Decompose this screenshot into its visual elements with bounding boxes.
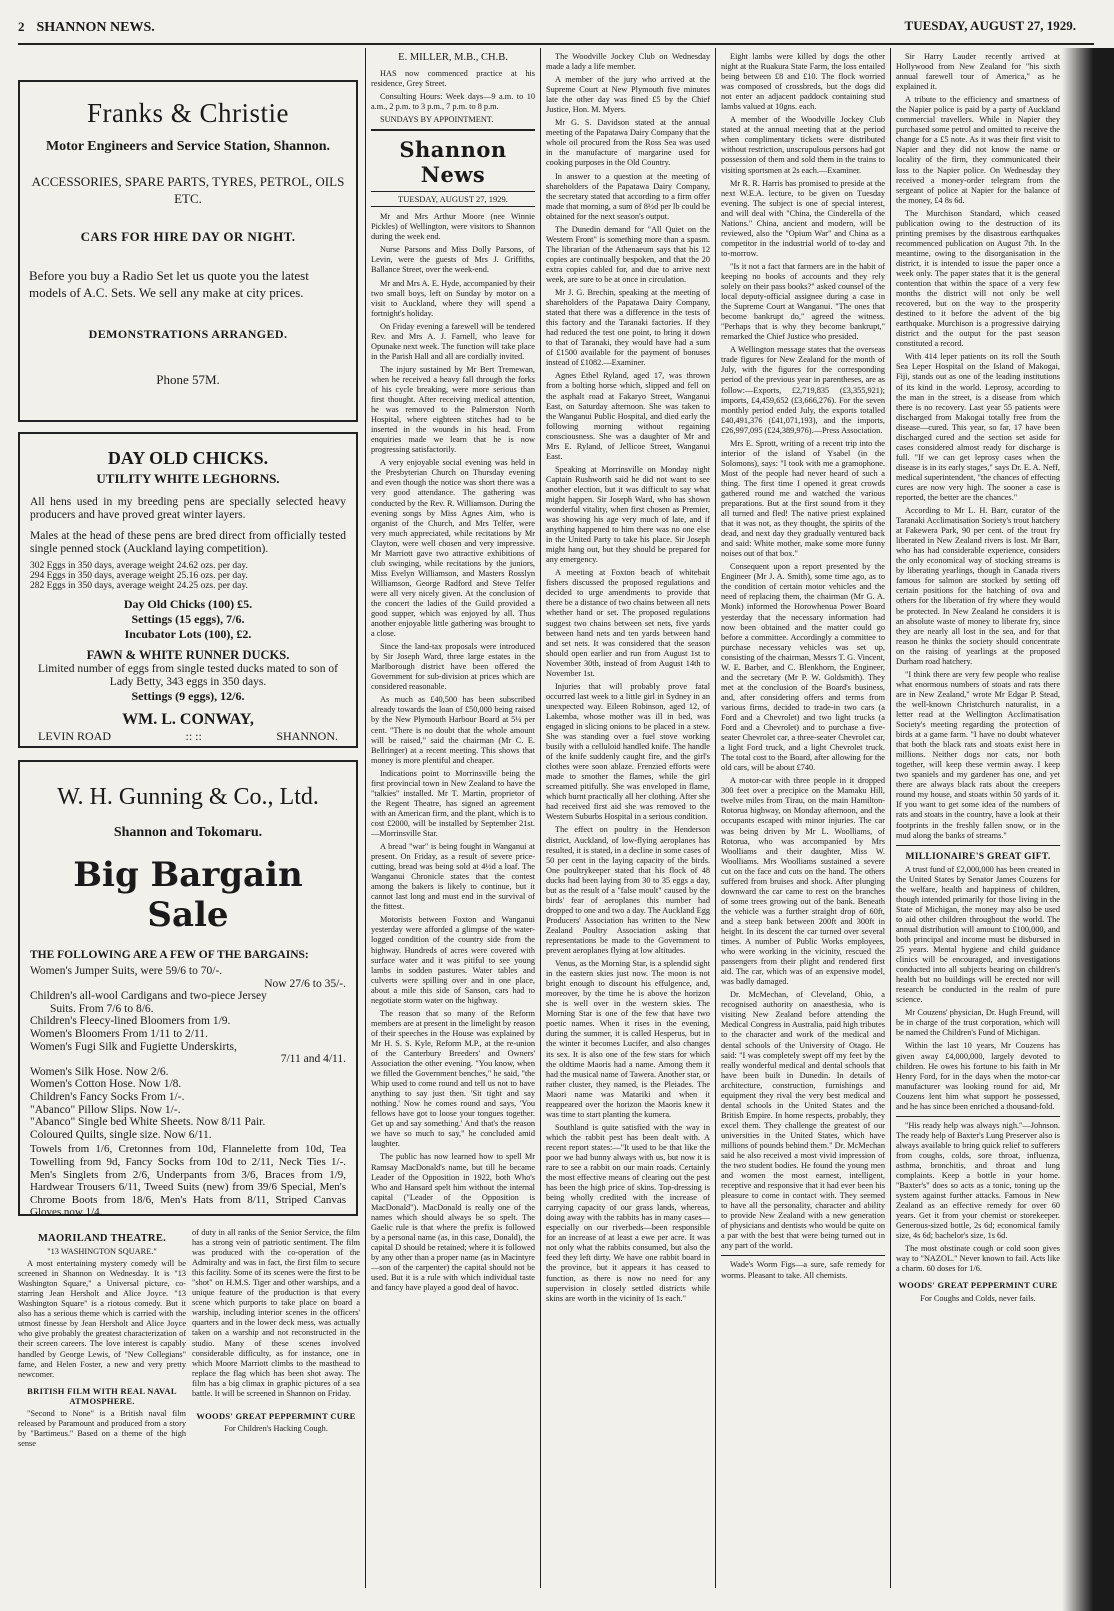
woods-ad-tagline: For Children's Hacking Cough. [224,1423,328,1433]
article-paragraph: A member of the Woodville Jockey Club stated at the annual meeting that at the period when complimentary tickets were distributed without restriction, unscrupulous persons had got possession of them and sold them in the trains to visiting sportsmen at 2s each.—Examiner. [721,115,885,175]
article-paragraph: According to Mr L. H. Barr, curator of the Taranaki Acclimatisation Society's trout hatchery at Fakewera Park, 90 per cent. of the trout fry liberated in New Zealand rivers is lost. Mr Barr, who has had considerable experience, considers the only economical way of stocking streams is by liberating yearlings, though in Canada rivers famous for salmon are stocked by setting off certain positions for the hatching of ova and others for the liberation of fry where they would be protected. In New Zealand he considers it is an absolute waste of money to liberate fry, since they are nearly all lost in the sea, and for that reason he thinks the society should concentrate on the raising of yearlings at the proposed Durham road hatchery. [896,506,1060,666]
ad-phone: Phone 57M. [156,372,220,387]
article-paragraph: Mr R. R. Harris has promised to preside at the next W.E.A. lecture, to be given on Tuesday evening. The subject is one of special interest, and will deal with "China, the Cinderella of the Nations." China, ancient and modern, will be reviewed, also the "Opium War" and China as a competitor in the industrial world of to-day and to-morrow. [721,178,885,258]
column-rule [365,48,366,1588]
bargain-item: Children's all-wool Cardigans and two-piece Jersey [30,990,267,1003]
bargain-item: Now 27/6 to 35/-. [264,977,346,990]
ad-title: DAY OLD CHICKS. [107,448,269,468]
article-paragraph: As much as £40,500 has been subscribed already towards the loan of £50,000 being raised by the New Plymouth Harbour Board at 5¼ per cent. "There is no doubt that the whole amount will be raised," said the chairman (Mr C. E. Bellringer) at a recent meeting. This shows that money is more plentiful and cheaper. [371,695,535,765]
bargain-item: "Abanco" Single bed White Sheets. Now 8/11 Pair. [30,1116,266,1129]
paper-name: SHANNON NEWS. [36,20,155,35]
address-road: LEVIN ROAD [38,729,111,743]
article-paragraph: Mr and Mrs Arthur Moore (nee Winnie Pickles) of Wellington, were visitors to Shannon during the week end. [371,212,535,242]
bargain-item: Suits. From 7/6 to 8/6. [50,1002,154,1015]
woods-ad-tagline: For Coughs and Colds, never fails. [920,1293,1036,1303]
article-paragraph: Indications point to Morrinsville being the first provincial town in New Zealand to have the "talkies" installed. Mr T. Martin, proprietor of the Regent Theatre, has signed an agreement with an American firm, and the plant, which is to cost £2000, will be installed by September 21st.—Morrinsville Star. [371,768,535,838]
ad-gunning [18,760,358,1219]
article-paragraph: of duty in all ranks of the Senior Service, the film has a strong vein of patriotic sentiment. The film was produced with the co-operation of the Admiralty and was in fact, the first film to secure this facility. Some of its scenes were the first to be "shot" on H.M.S. Tiger and other warships, and a unique feature of the production is that every scene which purports to take place on board a warship, including interior scenes in the officers' quarters and in the lower deck mess, was actually taken on a warship and not reconstructed in the studio. Many of these scenes involved considerable difficulty, as for instance, one in which Moore Marriott climbs to the masthead to replace the flag which has been shot away. The film has a big climax in graphic pictures of a sea battle. It will be screened in Shannon on Friday. [192,1228,360,1398]
column-rule [890,48,891,1588]
price-line: Incubator Lots (100), £2. [124,627,252,641]
ad-following: THE FOLLOWING ARE A FEW OF THE BARGAINS: [30,949,309,961]
article-paragraph: Mr Couzens' physician, Dr. Hugh Freund, will be in charge of the trust corporation, which will be named the Children's Fund of Michigan. [896,1008,1060,1038]
price-line: Settings (15 eggs), 7/6. [131,612,245,626]
section-heading: MAORILAND THEATRE. [37,1233,167,1244]
wade-ad: Wade's Worm Figs—a sure, safe remedy for worms. Pleasant to take. All chemists. [721,1260,885,1280]
divider [371,129,535,131]
baxter-ad: "His ready help was always nigh."—Johnson. The ready help of Baxter's Lung Preserver also is always available to bring quick relief to sufferers from coughs, colds, sore throat, influenza, asthma, bronchitis, and throat and lung complaints. Keep a bottle in your home. "Baxter's" does so acts as a tonic, toning up the system against further attacks. Famous in New Zealand as an effective remedy for over 60 years. Get it from your chemist or storekeeper. Generous-sized bottle, 2s 6d; economical family size, 4s 6d; bachelor's size, 1s 6d. [896,1120,1060,1241]
article-paragraph: Southland is quite satisfied with the way in which the rabbit pest has been dealt with. A recent report states:—"It used to be that like the poor we had bunny always with us, but now it is rare to see a rabbit on our main roads. Certainly the most effective means of clearing out the pest has been the high price of skins. Top-dressing is being wholly credited with the increase of carrying capacity of our grass lands, whereas, doing away with the rabbits has in many cases—especially on our riverbeds—been responsible for an increase of at least a ewe per acre. It was not only what the rabbits consumed, but also the feed they left dirty. We have one rabbit board in the province, but it appears it has ceased to function, as there is now no need for any supervision in closely settled districts while skins are worth in the vicinity of 1s each." [546,1122,710,1303]
article-paragraph: A very enjoyable social evening was held in the Presbyterian Church on Thursday evening and even though the notice was short there was a very good attendance. The gathering was conducted by the Rev. R. Williamson. During the evening songs by Miss Agnes Aim, who is organist of the Church, and Mrs Telfer, were very much appreciated, while recitations by Mr Clayton, were well chosen and very impressive. Mr Marriott gave two attractive exhibitions of club swinging, while recitations by the juniors, Miss Evelyn Williamson, and Masters Rosslyn Williamson, George Radford and Steve Telfer were all very nicely given. At the conclusion of the concert the ladies of the Guild provided a good supper, which was enjoyed by all. Thus another enjoyable little gathering was brought to a close. [371,458,535,639]
page-edge-shadow [1062,48,1114,1611]
article-paragraph: Mr J. G. Brechin, speaking at the meeting of shareholders of the Papatawa Dairy Company, stated that there was a difference in the tests of this factory and the Taranaki factories. If they had reduced the test one point, to bring it down to that of Taranaki, they would have had a sum of £1500 available for the payment of bonuses instead of £1082.—Examiner. [546,288,710,368]
article-paragraph: Since the land-tax proposals were introduced by Sir Joseph Ward, three large estates in the Marlborough district have been offered the Government for sub-division at prices which are considered reasonable. [371,642,535,692]
column-5 [721,52,885,1598]
masthead-rule [18,43,1094,45]
section-heading: MILLIONAIRE'S GREAT GIFT. [905,851,1051,862]
bargain-item: Children's Fleecy-lined Bloomers from 1/9. [30,1015,231,1028]
article-paragraph: Sir Harry Lauder recently arrived at Hollywood from New Zealand for "his sixth annual farewell tour of America," as he explained it. [896,52,1060,92]
article-paragraph: In answer to a question at the meeting of shareholders of the Papatawa Dairy Company, the secretary stated that according to a firm offer made that morning, a sum of 8½d per lb could be obtained for the next season's output. [546,171,710,221]
section-heading: BRITISH FILM WITH REAL NAVAL ATMOSPHERE. [27,1385,177,1406]
nameplate-title: Shannon News [399,137,507,188]
article-paragraph: Mr and Mrs A. E. Hyde, accompanied by their two small boys, left on Sunday by motor on a visit to Auckland, where they will spend a fortnight's holiday. [371,278,535,318]
section-subheading: "13 WASHINGTON SQUARE." [47,1247,157,1257]
divider [371,206,535,207]
divider [371,191,535,192]
bargain-item: Women's Bloomers From 1/11 to 2/11. [30,1027,208,1040]
article-paragraph: The Woodville Jockey Club on Wednesday made a lady a life member. [546,52,710,72]
bargain-item: Women's Cotton Hose. Now 1/8. [30,1078,182,1091]
article-paragraph: With 414 leper patients on its roll the South Sea Leper Hospital on the Island of Makogai, Fiji, stands out as one of the leading institutions of its kind in the world. Leprosy, according to the man in the street, is a disease from which there is no recovery. Last year 55 patients were discharged from Makogai totally free from the disease—cured. This year, so far, 17 have been discharged cured and the section set aside for cases considered almost ready for discharge is full. "If we can get leprosy cases when the disease is in its early stages," says Dr. E. A. Neff, medical superintendent, "the chances of effecting cures are now very high. The sooner a case is reported, the better are the chances." [896,352,1060,503]
bargain-list [30,965,346,1141]
article-paragraph: Nurse Parsons and Miss Dolly Parsons, of Levin, were the guests of Mrs J. Griffiths, Ballance Street, over the week-end. [371,245,535,275]
address-sep: :: :: [185,729,202,743]
article-paragraph: A most entertaining mystery comedy will be screened in Shannon on Wednesday. It is "13 Washington Square," a Universal picture, co-starring Jean Hersholt and Alice Joyce. "13 Washington Square" is a riotous comedy. But it also has a serious theme which is carried with the utmost finesse by Jean Hersholt and Alice Joyce who give probably the greatest characterization of their screen careers. The love interest is capably handled by George Lewis, of "New Collegians" fame, and Helen Foster, a new and very pretty newcomer. [18,1259,186,1379]
egg-record: 282 Eggs in 350 days, average weight 24.25 ozs. per day. [30,581,248,591]
ad-subtitle: UTILITY WHITE LEGHORNS. [96,471,280,486]
woods-ad-title: WOODS' GREAT PEPPERMINT CURE [898,1280,1058,1291]
address-town: SHANNON. [276,729,338,743]
miller-text: HAS now commenced practice at his residence, Grey Street. [371,69,535,89]
ad-day-old-chicks [18,432,358,748]
ad-accessories: ACCESSORIES, SPARE PARTS, TYRES, PETROL, OILS ETC. [31,174,345,206]
ad-fawn-heading: FAWN & WHITE RUNNER DUCKS. [86,648,290,662]
article-paragraph: "I think there are very few people who realise what enormous numbers of stoats and rats there are in New Zealand," wrote Mr Edgar P. Stead, the well-known Christchurch naturalist, in a letter read at the Wellington Acclimatisation Society's meeting regarding the protection of birds at a game farm. "I have no doubt whatever that both the black rats and stoats exist here in millions. Neither dogs nor cats, nor both together, will keep these vermin away. I keep two spaniels and my gardener has one, and yet there are always black rats about the creepers round my house, and stoats within 50 yards of it. If you want to get some idea of the numbers of rats and stoats in the country, have a look at their footprints in the freshly fallen snow, or in the mud along the banks of streams." [896,669,1060,840]
column-rule [540,48,541,1588]
article-paragraph: Agnes Ethel Ryland, aged 17, was thrown from a bolting horse which, slipped and fell on the asphalt road at Fakaryo Street, Wanganui East, on Saturday afternoon. She was taken to the Wanganui Public Hospital, and died early the following morning without regaining consciousness. She was a daughter of Mr and Mrs E. Ryland, of Jellicoe Street, Wanganui East. [546,371,710,461]
ad-paragraph: Males at the head of these pens are bred direct from officially tested single penned stock (Auckland laying competition). [30,530,346,555]
article-paragraph: Dr. McMechan, of Cleveland, Ohio, a recognised authority on anaesthesia, who is visiting New Zealand before attending the Medical Congress in Australia, paid high tributes to the character and work of the medical and dental schools of the University of Otago. He said: "I was completely swept off my feet by the really wonderful medical and dental schools that have been built in Dunedin. In details of architecture, construction, furnishings and equipment they rival the very best medical and dental schools in the United States and the British Empire. In home respects, probably, they excel them. They challenge the greatest of our universities in the United States, which have millions of pounds behind them." Dr. McMechan said he also received a most vivid impression of the two student bodies. He found the young men and women the most earnest, intelligent, receptive and responsive that it had ever been his pleasure to come in contact with. They seemed to have all the personality, character and ability to provide New Zealand with a new generation of physicians and dentists who would be quite on a par with the best that were being turned out in any part of the world. [721,990,885,1251]
bargain-item: Women's Silk Hose. Now 2/6. [30,1065,169,1078]
bargain-item: Women's Jumper Suits, were 59/6 to 70/-. [30,965,223,977]
article-paragraph: Mrs E. Sprott, writing of a recent trip into the interior of the island of Ysabel (in the Solomons), says: "I took with me a gramophone. Most of the people had never heard of such a thing. The first time I opened it great crowds gathered round me and watched the various preparations. But at the first sound from it they all turned and fled! The native priest explained that it was not, as they thought, the spirits of the dead, and next day they gradually ventured back and said: White mother, make some more funny noises out of that box." [721,438,885,559]
miller-sundays: SUNDAYS BY APPOINTMENT. [380,115,494,125]
ad-towels: Towels from 1/6, Cretonnes from 10d, Flannelette from 10d, Tea Towelling from 9d, Fancy Socks from 10d to 2/11, Neck Ties 1/-. Men's Singlets from 2/6, Underpants from 3/6, Braces from 1/9, Hardwear Trousers 6/11, Tweed Suits (new) from 39/6 Special, Men's Chrome Boots from 18/6, Men's Hats from 8/11, Striped Canvas Gloves now 1/4. [30,1143,346,1219]
article-paragraph: A meeting at Foxton beach of whitebait fishers discussed the proposed regulations and decided to urge amendments to provide that there be a distance of two chains between all nets whether hand or set. The proposed regulations suggest two chains between set nets, five yards between hand nets and ten yards between hand and set nets. It was considered that the season should open earlier and run from August 1st to November 30th, instead of from August 14th to November 1st. [546,568,710,678]
article-paragraph: Consequent upon a report presented by the Engineer (Mr J. A. Smith), some time ago, as to the condition of certain motor vehicles and the need of replacing them, the chairman (Mr G. A. Monk) informed the Horowhenua Power Board yesterday that the necessary information had now been obtained and the matter could go before a committee. Accordingly a committee to purchase necessary vehicles was set up, consisting of the chairman, Messrs T. G. Vincent, W. E. Barber, and C. Blenkhorn, the Engineer, and the secretary (Mr P. W. Goldsmith). They met at the conclusion of the Board's business, and, after considering offers and terms from various firms, decided to trade-in two cars (a Ford and a Chevrolet) and two light trucks (a Ford and a Chevrolet) and to purchase a five-seater Chevrolet car, a three-seater Chevrolet car, a light Ford truck, and a light Chevrolet truck. The total cost to the Board, after allowing for the old cars, will be about £740. [721,562,885,773]
ad-subtitle: Motor Engineers and Service Station, Shannon. [45,139,331,154]
ad-address [30,729,346,744]
maoriland-col-a [18,1228,186,1598]
bargain-item: Coloured Quilts, single size. Now 6/11. [30,1128,212,1141]
maoriland-col-b [192,1228,360,1598]
article-paragraph: On Friday evening a farewell will be tendered Rev. and Mrs A. J. Farnell, who leave for Opunake next week. The function will take place in the Parish Hall and all are cordially invited. [371,321,535,361]
bargain-item: "Abanco" Pillow Slips. Now 1/-. [30,1103,181,1116]
article-paragraph: The reason that so many of the Reform members are at present in the limelight by reason of their speeches in the House was explained by Mr H. S. S. Kyle, Reform M.P., at the re-union of the Canterbury Breeders' and Owners' Association the other evening. "You know, when we filled the Government benches," he said, "the Whip used to come round and tell us not to have anything to say just then. 'Sit tight and say nothing.' Now he comes round and says, 'You fellows have got to loose your tongues together. Get up and say something.' And that's the reason we have so much to say," he concluded amid laughter. [371,1008,535,1149]
article-paragraph: The public has now learned how to spell Mr Ramsay MacDonald's name, but till he became Leader of the Opposition in 1922, both Who's Who and Hansard spelt him without the internal capital ("Leader of the Opposition is MacDonald"). MacDonald is really one of the names which should always be so spelt. The Gaelic rule is that where the prefix is followed by a personal name (as, in this case, Donald), the capital D should be retained; where it is followed by any other than a proper name (as in Macintyre—son of the carpenter) the capital should not be used. But it is a rule with which individual taste and fancy have played a good deal of havoc. [371,1152,535,1293]
ad-sale-banner: Big Bargain Sale [73,855,303,935]
article-paragraph: The effect on poultry in the Henderson district, Auckland, of low-flying aeroplanes has resulted, it is stated, in a decline in some cases of 50 per cent in the laying capacity of the birds. One poultrykeeper stated that his flock of 48 ducks had been laying from 30 to 35 eggs a day, but as the result of a "false moult" caused by the birds' fear of aeroplanes this number had dropped to one and two a day. The Auckland Egg Producers' Association has written to the New Zealand Poultry Association asking that representations be made to the Government to prevent aeroplanes flying at low altitudes. [546,825,710,956]
article-paragraph: Eight lambs were killed by dogs the other night at the Ruakura State Farm, the loss entailed being between £8 and £10. The flock worried was composed of crossbreds, but the dogs did not enter an adjacent paddock containing stud lambs valued at 10gns. each. [721,52,885,112]
divider [896,1116,1060,1117]
column-rule [715,48,716,1588]
article-paragraph: "Second to None" is a British naval film released by Paramount and produced from a story by "Bartimeus." Based on a theme of the high sense [18,1408,186,1448]
miller-hours: Consulting Hours: Week days—9 a.m. to 10 a.m., 2 p.m. to 3 p.m., 7 p.m. to 8 p.m. [371,92,535,112]
divider [896,845,1060,846]
article-paragraph: The Dunedin demand for "All Quiet on the Western Front" is something more than a spasm. The librarian of the Athenaeum says that his 12 copies are continually bespoken, and that the 20 extra copies cabled for, and due to arrive next week, are sure to be at once in circulation. [546,224,710,284]
column-4 [546,52,710,1598]
article-paragraph: A bread "war" is being fought in Wanganui at present. On Friday, as a result of severe price-cutting, bread was being sold at 4½d a loaf. The Wanganui Chronicle states that the contest among the bakers is likely to continue, but it cannot last long and must end in the survival of the fittest. [371,842,535,912]
ad-fawn-text: Limited number of eggs from single tested ducks mated to son of Lady Betty, 343 eggs in 350 days. [38,663,338,688]
egg-record: 294 Eggs in 350 days, average weight 25.16 ozs. per day. [30,571,248,581]
article-paragraph: Within the last 10 years, Mr Couzens has given away £4,000,000, largely devoted to children. He owes his fortune to his faith in Mr Henry Ford, for in the days when the motor-car manufacturer was looking round for aid, Mr Couzens lent him what support he possessed, and he has since been enriched a thousand-fold. [896,1041,1060,1111]
article-paragraph: A member of the jury who arrived at the Supreme Court at New Plymouth five minutes late the other day was fined £5 by the Chief Justice, Hon. M. Myers. [546,75,710,115]
article-paragraph: Motorists between Foxton and Wanganui yesterday were afforded a glimpse of the water-logged condition of the country side from the highway. Hundreds of acres were covered with surface water and it was pitiful to see young lambs in sodden pastures. Water tables and culverts were spilling over and in one place, about a mile this side of Sanson, cars had to negotiate storm water on the highway. [371,915,535,1005]
article-paragraph: Venus, as the Morning Star, is a splendid sight in the eastern skies just now. The moon is not bright enough to discount his effulgence, and, moreover, by the time he is above the horizon she is well over in the western skies. The Morning Star is one of the few that have two poetic names. When it rises in the evening, during the summer, it is called Hesperus, but in the winter it becomes Lucifer, and also changes its sex. It is also one of the few stars for which the oldtime Maoris had a name. Among them it had the musical name of Tawera. Another star, or rather cluster, they named, is the Pleiades. The Maori name was Matariki and when it reappeared over the horizon the Maoris knew it was time to start planting the kumera. [546,959,710,1119]
bargain-item: 7/11 and 4/11. [280,1053,346,1066]
bargain-item: Children's Fancy Socks From 1/-. [30,1090,185,1103]
ad-franks-christie [18,80,358,422]
page-date: TUESDAY, AUGUST 27, 1929. [904,18,1076,33]
page-number: 2 [18,19,25,34]
bargain-item: Women's Fugi Silk and Fugiette Underskirts, [30,1040,237,1053]
woods-ad-title: WOODS' GREAT PEPPERMINT CURE [196,1410,356,1421]
doctor-name: E. MILLER, M.B., CH.B. [398,52,508,63]
column-6 [896,52,1060,1598]
article-paragraph: The Murchison Standard, which ceased publication owing to the destruction of its printing premises by the disastrous earthquakes recommenced publication on August 7th. In the meantime, owing to the disorganisation in the district, it is intended to issue the paper once a week only. The paper states that it is the general contention that within the space of a very few months the district will not only be well recovered, but on the way to the prosperity destined to it before the advent of the big earthquake. Murchison is a progressive dairying district and the output for the past season constituted a record. [896,208,1060,349]
ad-title: W. H. Gunning & Co., Ltd. [57,784,319,810]
article-paragraph: "Is it not a fact that farmers are in the habit of keeping no books of accounts and they rely solely on their pass books?" asked counsel of the local deputy-official assignee during a case in the Supreme Court at Wanganui. "The ones that become bankrupt do," agreed the witness. "Perhaps that is why they become bankrupt," remarked the Chief Justice who presided. [721,261,885,342]
article-paragraph: Injuries that will probably prove fatal occurred last week to a little girl in Sydney in an unexpected way. Eileen Robinson, aged 12, of Lakemba, whose mother was ill in bed, was engaged in slicing onions to be placed in a stew. She was standing over a fuel stove working busily with a celluloid handled knife. The handle of the knife suddenly caught fire, and the girl's clothes were soon ablaze. Frenzied efforts were made to smother the flames, while the girl screamed pitifully. She was enveloped in flame, which burnt practically all her clothing. After she had received first aid she was removed to the Western Suburbs Hospital in a serious condition. [546,681,710,822]
article-paragraph: The injury sustained by Mr Bert Tremewan, when he received a heavy fall through the forks of his cycle breaking, were more serious than first thought. After receiving medical attention, he was removed to the Palmerston North Hospital, where eighteen stitches had to be inserted in the wounds in his head. From enquiries made we learn that he is now progressing satisfactorily. [371,364,535,455]
ad-paragraph: All hens used in my breeding pens are specially selected heavy producers and have proved great winter layers. [30,496,346,521]
price-line: Day Old Chicks (100) £5. [123,597,253,611]
masthead [18,18,1094,36]
article-paragraph: A motor-car with three people in it dropped 300 feet over a precipice on the Mamaku Hill, twelve miles from Tirau, on the main Hamilton-Rotorua highway, on Monday afternoon, and the occupants escaped with minor injuries. The car was being driven by Mr L. Woolliams, of Rotorua, who was accompanied by Mrs Woolliams and their daughter, Miss W. Woolliams. Mrs Woolliams sustained a severe cut on the face and cuts on the hand. The others suffered from bruises and shock. After plunging downward the car came to rest on the branches of some trees growing out of the bank. Beneath the vehicle was a further straight drop of 60ft, and a steep bank between 200ft and 300ft in height. In its descent the car turned over several times. A number of Public Works employees, who were working in the vicinity, rescued the passengers from their plight and rendered first aid. The car, which was of an expensive model, was badly damaged. [721,776,885,987]
divider [721,1255,885,1256]
ad-radio: Before you buy a Radio Set let us quote you the latest models of A.C. Sets. We sell any make at city prices. [29,268,309,300]
ad-fawn-price: Settings (9 eggs), 12/6. [131,689,245,703]
column-3 [371,52,535,1598]
ad-name: WM. L. CONWAY, [122,711,254,728]
ad-places: Shannon and Tokomaru. [113,825,263,840]
egg-record: 302 Eggs in 350 days, average weight 24.62 ozs. per day. [30,561,248,571]
article-paragraph: A tribute to the efficiency and smartness of the Napier police is paid by a party of Auckland commercial travellers. While in Napier they purchased some petrol and omitted to receive the change for a £5 note. As it was their first visit to Napier and they did not know the name or locality of the firm, they communicated their loss to the Napier police. On Wednesday they received a money-order telegram from the sergeant of police at Napier for the balance of the money, £4 8s 6d. [896,95,1060,205]
article-paragraph: A Wellington message states that the overseas trade figures for New Zealand for the month of July, with the figures for the corresponding period of the previous year in parentheses, are as follow:—Exports, £2,719,835 (£3,355,921); imports, £4,459,652 (£3,666,276). For the seven monthly period ended July, the exports totalled £40,491,376 (£41,071,193), and the imports, £26,997,095 (£24,389,976).—Press Association. [721,345,885,435]
article-paragraph: Mr G. S. Davidson stated at the annual meeting of the Papatawa Dairy Company that the whole oil procured from the Ross Sea was used in the manufacture of margarine used for cooking purposes in the Old Country. [546,118,710,168]
ad-title: Franks & Christie [87,98,289,128]
nameplate-date: TUESDAY, AUGUST 27, 1929. [398,194,508,205]
article-paragraph: Speaking at Morrinsville on Monday night Captain Rushworth said he did not want to see another election, but it was difficult to say what might happen. Sir Joseph Ward, who has shown wonderful vitality, when first chosen as Premier, was showing his age very much of late, and if anything happened to him there was no one else in the United Party to take his place. Sir Joseph might hang out, but they should be prepared for any emergency. [546,464,710,565]
ad-demonstrations: DEMONSTRATIONS ARRANGED. [88,327,288,341]
ad-miller [371,52,535,125]
article-paragraph: A trust fund of £2,000,000 has been created in the United States by Senator James Couzens for the welfare, health and happiness of children, though intended primarily for those living in the State of Michigan, the money may also be used to aid other children throughout the world. The annual distribution will amount to £100,000, and both principal and income must be disbursed in 25 years. Mental hygiene and child guidance clinics will be encouraged, and investigations conducted into all subjects bearing on children's health but no buildings will be erected nor will research be conducted in the realm of pure science. [896,864,1060,1005]
ad-cars: CARS FOR HIRE DAY OR NIGHT. [80,229,296,244]
nazol-ad: The most obstinate cough or cold soon gives way to "NAZOL." Never known to fail. Acts like a charm. 60 doses for 1/6. [896,1244,1060,1274]
